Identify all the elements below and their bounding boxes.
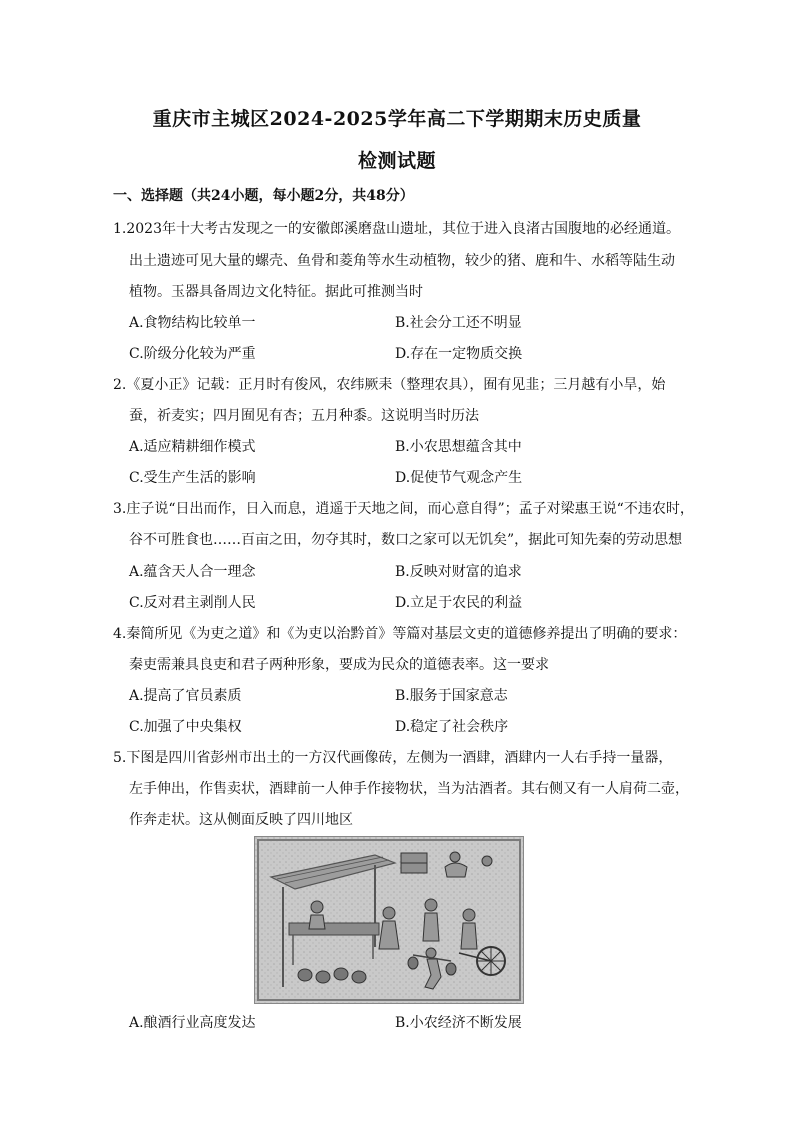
q5-option-a[interactable]: A.酿酒行业高度发达 [129, 1015, 256, 1031]
q1-option-a[interactable]: A.食物结构比较单一 [129, 315, 256, 331]
q4-option-d[interactable]: D.稳定了社会秩序 [395, 719, 509, 735]
q4-option-a[interactable]: A.提高了官员素质 [129, 688, 242, 704]
q1-option-c[interactable]: C.阶级分化较为严重 [129, 346, 256, 362]
q1-option-b[interactable]: B.社会分工还不明显 [395, 315, 522, 331]
q1-line1: 1.2023年十大考古发现之一的安徽郎溪磨盘山遗址，其位于进入良渚古国腹地的必经通道。 [113, 221, 680, 237]
q5-line3: 作奔走状。这从侧面反映了四川地区 [129, 812, 353, 828]
q1-line3: 植物。玉器具备周边文化特征。据此可推测当时 [129, 284, 423, 300]
q4-line1: 4.秦简所见《为吏之道》和《为吏以治黔首》等篇对基层文吏的道德修养提出了明确的要求： [113, 626, 687, 642]
q2-option-d[interactable]: D.促使节气观念产生 [395, 470, 523, 486]
q1-line2: 出土遗迹可见大量的螺壳、鱼骨和菱角等水生动植物，较少的猪、鹿和牛、水稻等陆生动 [129, 253, 675, 269]
q2-line1: 2.《夏小正》记载：正月时有俊风，农纬厥耒（整理农具），囿有见韭；三月越有小旱，始 [113, 377, 666, 393]
q3-line2: 谷不可胜食也……百亩之田，勿夺其时，数口之家可以无饥矣”，据此可知先秦的劳动思想 [129, 532, 683, 548]
q2-option-b[interactable]: B.小农思想蕴含其中 [395, 439, 522, 455]
q3-option-b[interactable]: B.反映对财富的追求 [395, 564, 522, 580]
section-heading: 一、选择题（共24小题，每小题2分，共48分） [113, 188, 414, 204]
q1-option-d[interactable]: D.存在一定物质交换 [395, 346, 523, 362]
q2-line2: 蚕，祈麦实；四月囿见有杏；五月种黍。这说明当时历法 [129, 408, 479, 424]
exam-title-line2: 检测试题 [357, 150, 436, 172]
q2-option-a[interactable]: A.适应精耕细作模式 [129, 439, 256, 455]
han-brick-relief-image [254, 836, 524, 1004]
q5-line2: 左手伸出，作售卖状，酒肆前一人伸手作接物状，当为沽酒者。其右侧又有一人肩荷二壶， [129, 781, 689, 797]
q4-option-b[interactable]: B.服务于国家意志 [395, 688, 508, 704]
q5-option-b[interactable]: B.小农经济不断发展 [395, 1015, 522, 1031]
q3-option-c[interactable]: C.反对君主剥削人民 [129, 595, 256, 611]
q4-line2: 秦吏需兼具良吏和君子两种形象，要成为民众的道德表率。这一要求 [129, 657, 549, 673]
q3-option-d[interactable]: D.立足于农民的利益 [395, 595, 523, 611]
q2-option-c[interactable]: C.受生产生活的影响 [129, 470, 256, 486]
exam-title-line1: 重庆市主城区2024-2025学年高二下学期期末历史质量 [152, 108, 642, 130]
q5-line1: 5.下图是四川省彭州市出土的一方汉代画像砖，左侧为一酒肆，酒肆内一人右手持一量器， [113, 750, 673, 766]
q3-option-a[interactable]: A.蕴含天人合一理念 [129, 564, 256, 580]
q4-option-c[interactable]: C.加强了中央集权 [129, 719, 242, 735]
q3-line1: 3.庄子说“日出而作，日入而息，逍遥于天地之间，而心意自得”；孟子对梁惠王说“不违农时， [113, 501, 694, 517]
